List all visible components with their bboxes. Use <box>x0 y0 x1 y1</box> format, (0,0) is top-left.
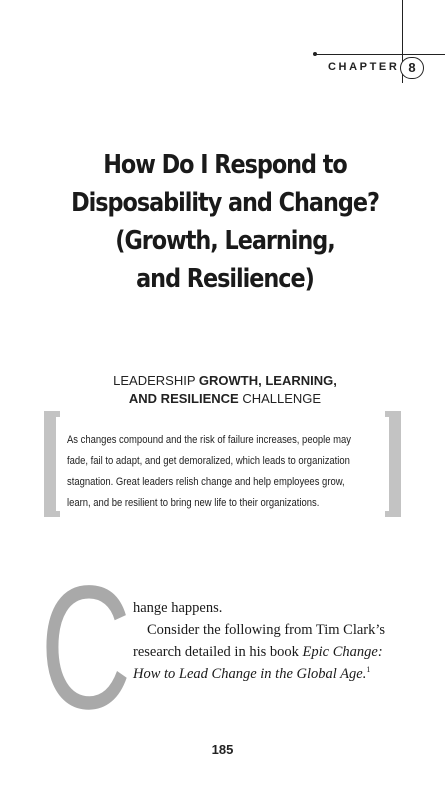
challenge-body-line: stagnation. Great leaders relish change and help employees grow, <box>67 476 345 488</box>
drop-cap: C <box>40 550 132 746</box>
body-line <box>133 641 413 663</box>
challenge-body <box>67 430 394 514</box>
body-line <box>133 663 413 685</box>
challenge-body-line: fade, fail to adapt, and get demoralized, which leads to organization <box>67 455 350 467</box>
header-rule-dot <box>313 52 317 56</box>
chapter-number-badge: 8 <box>400 57 424 79</box>
header-horizontal-rule <box>316 54 445 55</box>
challenge-body-line: learn, and be resilient to bring new life to their organizations. <box>67 497 320 509</box>
challenge-heading-bold: GROWTH, LEARNING, <box>198 373 337 388</box>
challenge-heading <box>40 372 410 408</box>
chapter-title-line: Disposability and Change? <box>71 188 379 218</box>
chapter-title <box>57 146 392 298</box>
chapter-title-line: How Do I Respond to <box>103 150 347 180</box>
book-title-part: How to Lead Change in the Global Age. <box>133 666 367 682</box>
footnote-marker: 1 <box>366 665 371 674</box>
left-bracket-decoration <box>44 411 60 517</box>
book-title-part: Epic Change: <box>302 644 383 660</box>
body-line: Consider the following from Tim Clark’s <box>147 622 386 638</box>
chapter-title-line: (Growth, Learning, <box>115 226 335 256</box>
chapter-label: CHAPTER <box>328 61 400 73</box>
body-text-plain: research detailed in his book <box>133 644 303 660</box>
challenge-heading-suffix: CHALLENGE <box>242 391 322 406</box>
body-line: hange happens. <box>133 600 223 616</box>
challenge-heading-prefix: LEADERSHIP <box>113 373 196 388</box>
challenge-body-line: As changes compound and the risk of failure increases, people may <box>67 434 351 446</box>
challenge-heading-bold: AND RESILIENCE <box>128 391 239 406</box>
body-paragraph <box>133 597 413 685</box>
challenge-heading-line2 <box>40 390 410 408</box>
chapter-title-line: and Resilience) <box>136 264 314 294</box>
page-number: 185 <box>211 742 234 757</box>
challenge-heading-line1 <box>40 372 410 390</box>
